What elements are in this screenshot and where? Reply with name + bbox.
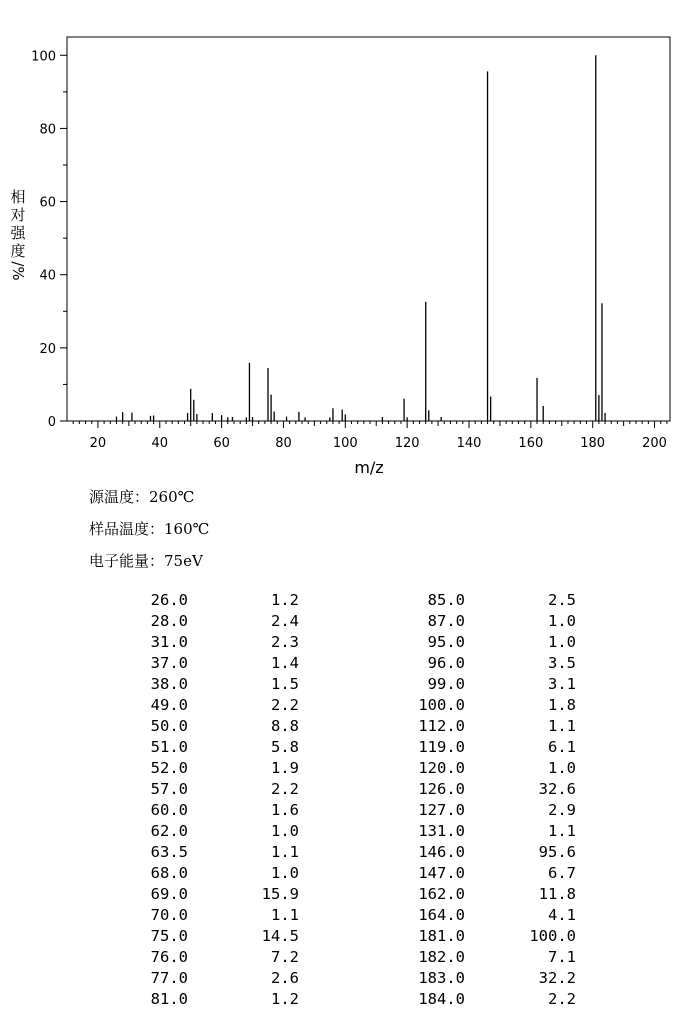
peak-mz: 119.0 xyxy=(418,738,465,756)
peak-mz: 68.0 xyxy=(150,864,188,882)
peak-intensity: 1.5 xyxy=(271,675,299,693)
peak-mz: 87.0 xyxy=(427,612,465,630)
peak-mz: 26.0 xyxy=(150,591,188,609)
peak-row xyxy=(400,947,576,968)
peak-mz: 77.0 xyxy=(150,969,188,987)
peak-row xyxy=(140,842,299,863)
peak-row xyxy=(400,737,576,758)
peak-mz: 181.0 xyxy=(418,927,465,945)
y-axis-title-unit: /% xyxy=(9,261,27,281)
peak-intensity: 2.3 xyxy=(271,633,299,651)
peak-row xyxy=(400,779,576,800)
x-tick-label: 100 xyxy=(332,436,358,451)
peak-row xyxy=(400,821,576,842)
peak-row xyxy=(140,884,299,905)
peak-intensity: 1.8 xyxy=(548,696,576,714)
peak-mz: 31.0 xyxy=(150,633,188,651)
peak-mz: 112.0 xyxy=(418,717,465,735)
peak-intensity: 32.6 xyxy=(538,780,576,798)
peak-row xyxy=(140,821,299,842)
peak-row xyxy=(140,674,299,695)
peak-mz: 63.5 xyxy=(150,843,188,861)
peak-row xyxy=(140,632,299,653)
peak-row xyxy=(400,905,576,926)
peak-row xyxy=(400,884,576,905)
peak-intensity: 2.9 xyxy=(548,801,576,819)
peak-row xyxy=(400,926,576,947)
peak-row xyxy=(400,695,576,716)
peak-intensity: 2.5 xyxy=(548,591,576,609)
peak-row xyxy=(400,758,576,779)
peak-intensity: 1.0 xyxy=(548,612,576,630)
peak-mz: 49.0 xyxy=(150,696,188,714)
peak-intensity: 7.1 xyxy=(548,948,576,966)
peak-row xyxy=(140,926,299,947)
peak-mz: 81.0 xyxy=(150,990,188,1008)
peak-row xyxy=(140,737,299,758)
peak-mz: 126.0 xyxy=(418,780,465,798)
peak-mz: 50.0 xyxy=(150,717,188,735)
peak-mz: 162.0 xyxy=(418,885,465,903)
peak-intensity: 6.1 xyxy=(548,738,576,756)
peak-intensity: 1.2 xyxy=(271,990,299,1008)
peak-row xyxy=(140,758,299,779)
peak-mz: 85.0 xyxy=(427,591,465,609)
peak-mz: 127.0 xyxy=(418,801,465,819)
peak-mz: 52.0 xyxy=(150,759,188,777)
peak-intensity: 8.8 xyxy=(271,717,299,735)
peak-mz: 75.0 xyxy=(150,927,188,945)
peak-intensity: 1.0 xyxy=(271,864,299,882)
peak-intensity: 2.2 xyxy=(271,780,299,798)
peak-row xyxy=(400,674,576,695)
peak-row xyxy=(140,716,299,737)
peak-row xyxy=(140,947,299,968)
y-axis-title-char: 相 xyxy=(10,188,26,206)
peak-mz: 164.0 xyxy=(418,906,465,924)
peak-intensity: 32.2 xyxy=(538,969,576,987)
x-tick-label: 160 xyxy=(518,436,544,451)
peak-row xyxy=(140,590,299,611)
peak-mz: 147.0 xyxy=(418,864,465,882)
peak-mz: 69.0 xyxy=(150,885,188,903)
y-tick-label: 0 xyxy=(47,415,56,430)
spectrum-bars xyxy=(116,55,605,421)
peak-intensity: 1.2 xyxy=(271,591,299,609)
x-tick-label: 120 xyxy=(394,436,420,451)
sample-temperature: 样品温度：160℃ xyxy=(89,520,210,538)
peak-intensity: 6.7 xyxy=(548,864,576,882)
peak-intensity: 2.2 xyxy=(271,696,299,714)
peak-mz: 76.0 xyxy=(150,948,188,966)
peak-intensity: 11.8 xyxy=(538,885,576,903)
peak-mz: 37.0 xyxy=(150,654,188,672)
peak-row xyxy=(140,863,299,884)
peak-row xyxy=(140,800,299,821)
peak-intensity: 1.0 xyxy=(548,633,576,651)
y-axis xyxy=(31,49,67,430)
peak-row xyxy=(400,842,576,863)
x-tick-label: 180 xyxy=(580,436,606,451)
peak-row xyxy=(400,611,576,632)
peak-mz: 28.0 xyxy=(150,612,188,630)
peak-row xyxy=(400,863,576,884)
peak-intensity: 1.4 xyxy=(271,654,299,672)
peak-mz: 51.0 xyxy=(150,738,188,756)
peak-intensity: 7.2 xyxy=(271,948,299,966)
peak-mz: 96.0 xyxy=(427,654,465,672)
peak-intensity: 15.9 xyxy=(261,885,299,903)
plot-frame xyxy=(67,37,670,421)
peak-row xyxy=(400,800,576,821)
peak-mz: 99.0 xyxy=(427,675,465,693)
peak-intensity: 3.5 xyxy=(548,654,576,672)
peak-mz: 183.0 xyxy=(418,969,465,987)
x-tick-label: 60 xyxy=(213,436,230,451)
peak-mz: 62.0 xyxy=(150,822,188,840)
y-axis-title-char: 对 xyxy=(10,206,26,224)
peak-intensity: 5.8 xyxy=(271,738,299,756)
peak-intensity: 14.5 xyxy=(261,927,299,945)
x-axis xyxy=(73,421,667,451)
peak-intensity: 1.0 xyxy=(548,759,576,777)
x-tick-label: 200 xyxy=(642,436,667,451)
peak-mz: 95.0 xyxy=(427,633,465,651)
peak-intensity: 2.4 xyxy=(271,612,299,630)
peak-row xyxy=(400,968,576,989)
peak-intensity: 2.6 xyxy=(271,969,299,987)
y-axis-title xyxy=(8,188,28,280)
peak-mz: 120.0 xyxy=(418,759,465,777)
x-tick-label: 140 xyxy=(456,436,482,451)
peak-row xyxy=(140,968,299,989)
peak-row xyxy=(400,653,576,674)
y-axis-title-char: 度 xyxy=(10,242,26,260)
peak-intensity: 1.0 xyxy=(271,822,299,840)
peak-intensity: 1.1 xyxy=(271,906,299,924)
peak-row xyxy=(400,716,576,737)
x-axis-title: m/z xyxy=(354,458,384,477)
y-axis-title-char: 强 xyxy=(10,224,26,242)
peak-row xyxy=(140,989,299,1010)
peak-mz: 146.0 xyxy=(418,843,465,861)
peak-mz: 70.0 xyxy=(150,906,188,924)
peak-mz: 38.0 xyxy=(150,675,188,693)
peak-row xyxy=(140,695,299,716)
x-tick-label: 80 xyxy=(275,436,292,451)
electron-energy: 电子能量：75eV xyxy=(89,552,203,570)
peak-table-right xyxy=(400,590,576,1010)
x-tick-label: 20 xyxy=(89,436,107,451)
x-tick-label: 40 xyxy=(151,436,169,451)
peak-mz: 57.0 xyxy=(150,780,188,798)
peak-intensity: 1.6 xyxy=(271,801,299,819)
peak-mz: 100.0 xyxy=(418,696,465,714)
peak-mz: 60.0 xyxy=(150,801,188,819)
peak-row xyxy=(140,611,299,632)
peak-intensity: 3.1 xyxy=(548,675,576,693)
peak-intensity: 1.1 xyxy=(271,843,299,861)
peak-intensity: 1.9 xyxy=(271,759,299,777)
peak-intensity: 4.1 xyxy=(548,906,576,924)
peak-intensity: 95.6 xyxy=(538,843,576,861)
peak-mz: 182.0 xyxy=(418,948,465,966)
peak-row xyxy=(140,653,299,674)
y-tick-label: 80 xyxy=(39,122,56,138)
peak-row xyxy=(400,632,576,653)
y-tick-label: 40 xyxy=(39,268,56,284)
peak-row xyxy=(140,779,299,800)
peak-table-left xyxy=(140,590,299,1010)
peak-row xyxy=(140,905,299,926)
peak-intensity: 2.2 xyxy=(548,990,576,1008)
y-tick-label: 60 xyxy=(39,195,56,211)
y-tick-label: 20 xyxy=(39,341,56,357)
peak-intensity: 1.1 xyxy=(548,822,576,840)
peak-intensity: 1.1 xyxy=(548,717,576,735)
peak-mz: 131.0 xyxy=(418,822,465,840)
peak-row xyxy=(400,590,576,611)
peak-intensity: 100.0 xyxy=(529,927,576,945)
peak-mz: 184.0 xyxy=(418,990,465,1008)
y-tick-label: 100 xyxy=(31,49,56,65)
peak-row xyxy=(400,989,576,1010)
source-temperature: 源温度：260℃ xyxy=(89,488,195,506)
mass-spectrum-chart xyxy=(0,0,696,480)
